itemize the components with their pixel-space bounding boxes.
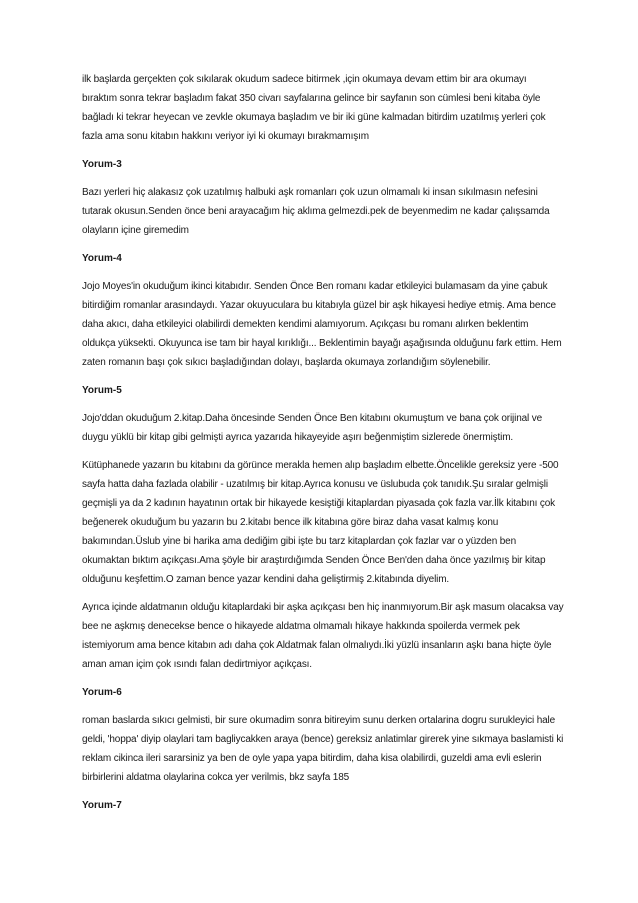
review-paragraph: Kütüphanede yazarın bu kitabını da görünce merakla hemen alıp başladım elbette.Öncelikle gereksiz yere -500 sayfa hatta daha fazlada olabilir - uzatılmış bir kitap.Ayrıca konusu ve üslubuda çok tanıdık.Şu sıralar gelmişli geçmişli ya da 2 kadının hayatının ortak bir hikayede kesiştiği kitaplardan piyasada çok fazla var.İlk kitabını çok beğenerek okuduğum bu yazarın bu 2.kitabı bence ilk kitabına göre biraz daha vasat kalmış konu bakımından.Üslub yine bi harika ama dediğim gibi işte bu tarz kitaplardan çok fazlar var o yüzden ben okumaktan bıktım açıkçası.Ama şöyle bir araştırdığımda Senden Önce Ben'den daha önce yazılmış bir kitap olduğunu keşfettim.O zaman bence yazar kendini daha geliştirmiş 2.kitabında diyelim. xyxy=(82,460,559,585)
review-paragraph: ilk başlarda gerçekten çok sıkılarak okudum sadece bitirmek ,için okumaya devam ettim bir ara okumayı bıraktım sonra tekrar başladım fakat 350 civarı sayfalarına gelince bir sayfanın son cümlesi beni kitaba öyle bağladı ki tekrar heyecan ve zevkle okumaya başladım ve bir iki güne kalmadan bitirdim uzatılmış yerleri çok fazla ama sonu kitabın hakkını veriyor iyi ki okumayı bırakmamışım xyxy=(82,74,546,142)
review-heading: Yorum-5 xyxy=(82,385,122,396)
review-paragraph: roman baslarda sıkıcı gelmisti, bir sure okumadim sonra bitireyim sunu derken ortalarina dogru surukleyici hale geldi, 'hoppa' diyip olaylari tam bagliycakken araya (bence) gereksiz anlatimlar girerek yine sıkmaya baslamisti ki reklam cikinca ileri sararsiniz ya ben de oyle yapa yapa bitirdim, daha kisa olabilirdi, guzeldi ama evli eslerin birbirlerini aldatma olaylarina cokca yer verilmis, bkz sayfa 185 xyxy=(82,715,564,783)
review-heading: Yorum-4 xyxy=(82,253,122,264)
review-paragraph: Bazı yerleri hiç alakasız çok uzatılmış halbuki aşk romanları çok uzun olmamalı ki insan sıkılmasın nefesini tutarak okusun.Senden önce beni arayacağım hiç aklıma gelmezdi.pek de beyenmedim ne kadar çalışsamda olayların içine giremedim xyxy=(82,187,550,236)
review-paragraph: Jojo Moyes'in okuduğum ikinci kitabıdır. Senden Önce Ben romanı kadar etkileyici bulamasam da yine çabuk bitirdiğim romanlar arasındaydı. Yazar okuyuculara bu kitabıyla güzel bir aşk hikayesi hediye etmiş. Ama bence daha akıcı, daha etkileyici olabilirdi demekten kendimi alamıyorum. Açıkçası bu romanı alırken beklentim oldukça yüksekti. Okuyunca ise tam bir hayal kırıklığı... Beklentimin bayağı aşağısında olduğunu fark ettim. Hem zaten romanın başı çok sıkıcı başladığından dolayı, başlarda okumaya zorlandığım söylenebilir. xyxy=(82,281,562,368)
review-heading: Yorum-3 xyxy=(82,159,122,170)
review-paragraph: Ayrıca içinde aldatmanın olduğu kitaplardaki bir aşka açıkçası ben hiç inanmıyorum.Bir aşk masum olacaksa vay bee ne aşkmış denecekse bence o hikayede aldatma olmamalı hikaye hakkında spoilerda vermek pek istemiyorum ama bence kitabın adı daha çok Aldatmak falan olmalıydı.İki yüzlü insanların aşkı bana hiçte öyle aman aman içim çok ısındı falan dedirtmiyor açıkçası. xyxy=(82,602,564,670)
document-page xyxy=(82,70,564,824)
review-heading: Yorum-7 xyxy=(82,800,122,811)
review-heading: Yorum-6 xyxy=(82,687,122,698)
review-paragraph: Jojo'ddan okuduğum 2.kitap.Daha öncesinde Senden Önce Ben kitabını okumuştum ve bana çok orijinal ve duygu yüklü bir kitap gibi gelmişti ayrıca yazarıda hikayeyide aşırı beğenmiştim sizlerede önermiştim. xyxy=(82,413,542,443)
